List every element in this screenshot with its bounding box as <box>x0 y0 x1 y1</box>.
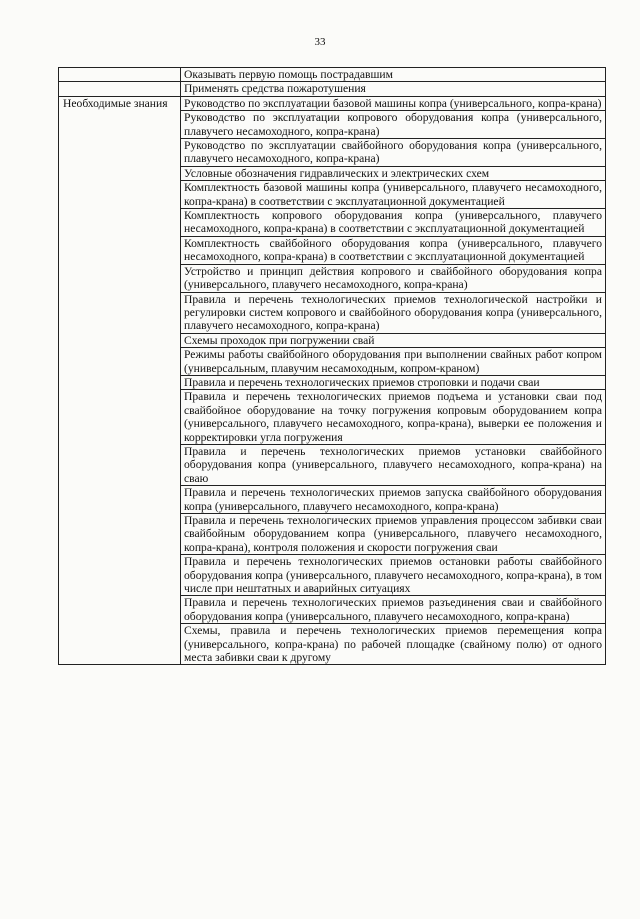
table-cell: Правила и перечень технологических приемов остановки работы свайбойного оборудования копра (универсального, плавучего несамоходного, копра-крана), в том числе при нештатных и аварийных ситуациях <box>181 555 606 596</box>
empty-label-cell <box>59 82 181 96</box>
table-cell: Правила и перечень технологических приемов подъема и установки сваи под свайбойное оборудование на точку погружения копровым оборудованием копра (универсального, плавучего несамоходного, копра-крана), выверки ее положения и корректировки угла погружения <box>181 390 606 445</box>
requirements-table <box>58 67 606 665</box>
table-cell: Правила и перечень технологических приемов строповки и подачи сваи <box>181 375 606 389</box>
table-cell: Схемы проходок при погружении свай <box>181 333 606 347</box>
table-cell: Устройство и принцип действия копрового и свайбойного оборудования копра (универсального, плавучего несамоходного, копра-крана) <box>181 264 606 292</box>
table-cell: Правила и перечень технологических приемов управления процессом забивки сваи свайбойным оборудованием копра (универсального, плавучего несамоходного, копра-крана), контроля положения и скорости погружения сваи <box>181 514 606 555</box>
table-cell: Руководство по эксплуатации базовой машины копра (универсального, копра-крана) <box>181 96 606 110</box>
table-cell: Комплектность копрового оборудования копра (универсального, плавучего несамоходного, копра-крана) в соответствии с эксплуатационной документацией <box>181 209 606 237</box>
table-cell: Условные обозначения гидравлических и электрических схем <box>181 166 606 180</box>
table-cell: Правила и перечень технологических приемов технологической настройки и регулировки систем копрового и свайбойного оборудования копра (универсального, плавучего несамоходного, копра-крана) <box>181 292 606 333</box>
table-cell: Правила и перечень технологических приемов запуска свайбойного оборудования копра (универсального, плавучего несамоходного, копра-крана) <box>181 486 606 514</box>
table-row <box>59 96 606 110</box>
table-row <box>59 82 606 96</box>
empty-label-cell <box>59 68 181 82</box>
table-cell: Комплектность свайбойного оборудования копра (универсального, плавучего несамоходного, копра-крана) в соответствии с эксплуатационной документацией <box>181 236 606 264</box>
page-number: 33 <box>314 36 326 48</box>
table-cell: Комплектность базовой машины копра (универсального, плавучего несамоходного, копра-крана) в соответствии с эксплуатационной документацией <box>181 181 606 209</box>
table-cell: Применять средства пожаротушения <box>181 82 606 96</box>
table-row <box>59 68 606 82</box>
table-cell: Правила и перечень технологических приемов разъединения сваи и свайбойного оборудования копра (универсального, плавучего несамоходного, копра-крана) <box>181 596 606 624</box>
table-cell: Режимы работы свайбойного оборудования при выполнении свайных работ копром (универсальным, плавучим несамоходным, копром-краном) <box>181 348 606 376</box>
section-label: Необходимые знания <box>59 96 181 665</box>
table-cell: Руководство по эксплуатации копрового оборудования копра (универсального, плавучего несамоходного, копра-крана) <box>181 111 606 139</box>
table-cell: Руководство по эксплуатации свайбойного оборудования копра (универсального, плавучего несамоходного, копра-крана) <box>181 139 606 167</box>
table-cell: Правила и перечень технологических приемов установки свайбойного оборудования копра (универсального, плавучего несамоходного, копра-крана) на сваю <box>181 444 606 485</box>
table-cell: Схемы, правила и перечень технологических приемов перемещения копра (универсального, копра-крана) по рабочей площадке (свайному полю) от одного места забивки сваи к другому <box>181 624 606 665</box>
table-cell: Оказывать первую помощь пострадавшим <box>181 68 606 82</box>
